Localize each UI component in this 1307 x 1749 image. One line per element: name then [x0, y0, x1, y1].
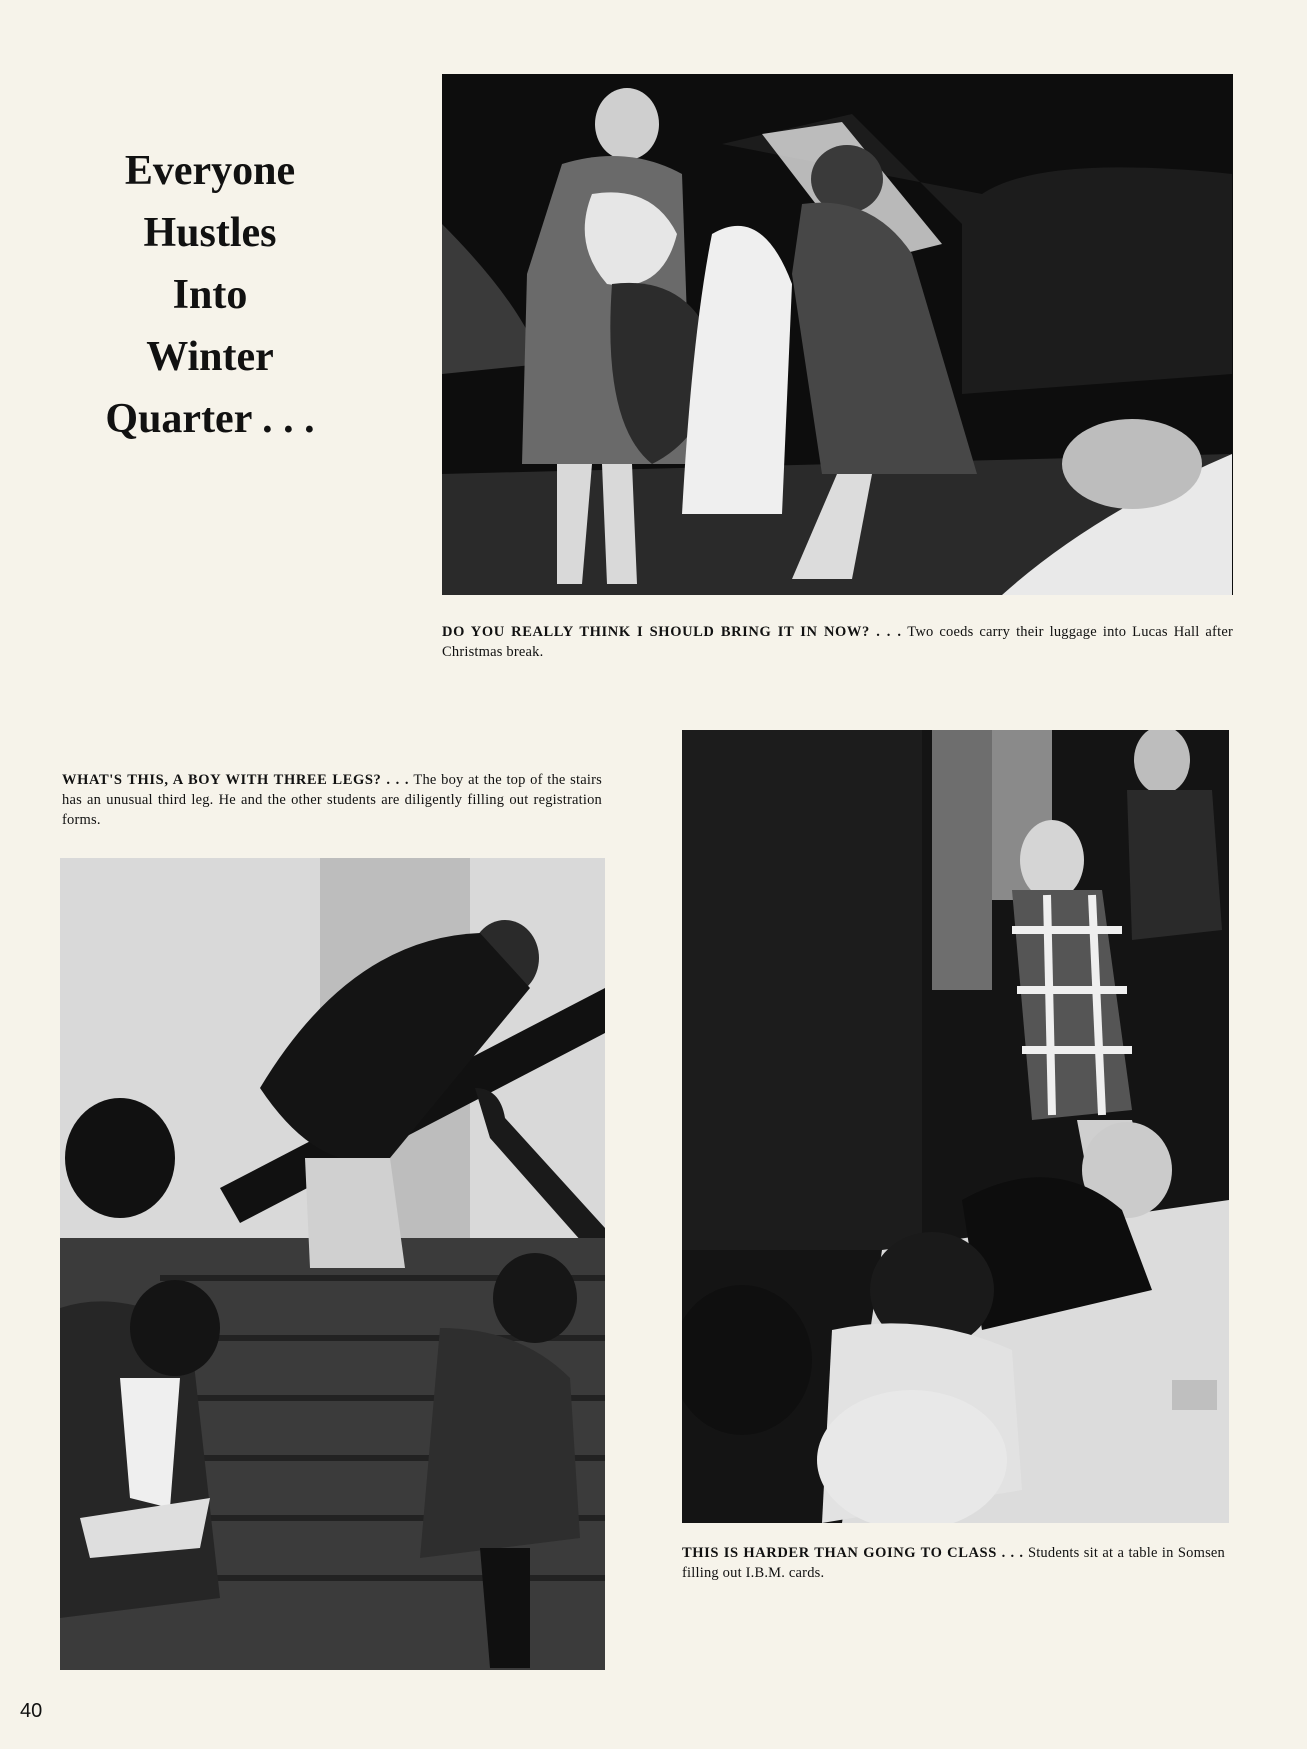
photo-coeds-luggage: [442, 74, 1233, 595]
headline-line-5: Quarter . . .: [105, 396, 315, 442]
headline-line-4: Winter: [146, 334, 274, 380]
photo-students-table: [682, 730, 1229, 1523]
caption-lead: THIS IS HARDER THAN GOING TO CLASS . . .: [682, 1545, 1024, 1561]
caption-stairs: [62, 770, 602, 830]
caption-body: Two coeds carry their luggage into Lucas Hall after Christmas break.: [442, 624, 1233, 660]
caption-body: The boy at the top of the stairs has an unusual third leg. He and the other students are diligently filling out registration forms.: [62, 772, 602, 828]
page-number: 40: [20, 1700, 43, 1722]
page-headline: [40, 140, 380, 450]
headline-line-1: Everyone: [124, 148, 296, 194]
caption-lead: DO YOU REALLY THINK I SHOULD BRING IT IN NOW? . . .: [442, 624, 902, 640]
headline-line-2: Hustles: [143, 210, 277, 256]
caption-lead: WHAT'S THIS, A BOY WITH THREE LEGS? . . .: [62, 772, 410, 788]
headline-line-3: Into: [172, 272, 248, 318]
caption-coeds-luggage: [442, 622, 1233, 662]
photo-stairs-registration: [60, 858, 605, 1670]
caption-body: Students sit at a table in Somsen filling out I.B.M. cards.: [682, 1545, 1226, 1581]
caption-students-table: [682, 1543, 1225, 1583]
